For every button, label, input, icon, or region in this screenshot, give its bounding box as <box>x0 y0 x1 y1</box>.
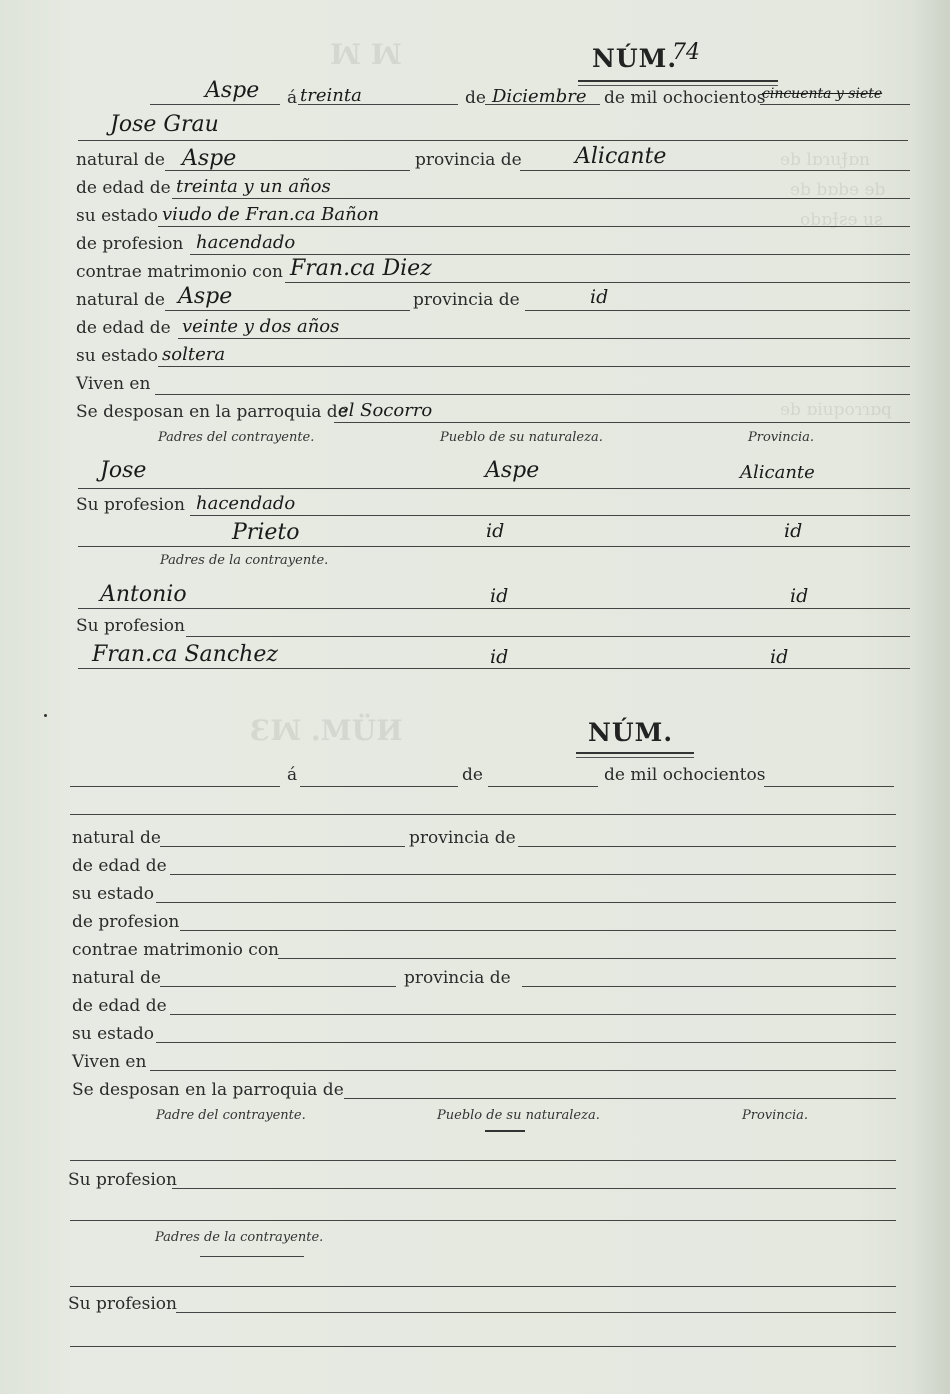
bleed-through-number: ꟽ ꟽ <box>330 38 402 71</box>
entry-number-label: NÚM. <box>592 44 678 73</box>
natural-de-value: Aspe <box>182 146 237 171</box>
father-bride-name: Antonio <box>100 582 187 607</box>
estado-line <box>158 226 910 227</box>
bride-estado-value: soltera <box>162 344 226 365</box>
bride-name-line <box>285 282 910 283</box>
estado-line-2 <box>156 902 896 903</box>
padres-contrayente-underline-2 <box>200 1256 304 1257</box>
day-line <box>298 104 458 105</box>
year-line-2 <box>764 786 894 787</box>
father-groom-line-2 <box>70 1160 896 1161</box>
desposan-label-2: Se desposan en la parroquia de <box>72 1080 344 1100</box>
mother-bride-name: Fran.ca Sanchez <box>92 642 278 667</box>
estado-value: viudo de Fran.ca Bañon <box>162 204 380 225</box>
year-prefix-label-2: de mil ochocientos <box>604 765 766 785</box>
provincia-line <box>520 170 910 171</box>
number-underline-2 <box>576 752 694 758</box>
bleed-through-text: ɘb bɒbɘ ɘb <box>790 180 886 200</box>
groom-name-line <box>78 140 908 141</box>
father-groom-name: Jose <box>100 458 147 483</box>
bride-edad-label: de edad de <box>76 318 171 338</box>
number-underline <box>578 80 778 86</box>
father-groom-line <box>78 488 910 489</box>
profesion-label: de profesion <box>76 234 184 254</box>
edad-line <box>172 198 910 199</box>
contrae-label: contrae matrimonio con <box>76 262 283 282</box>
mother-groom-name: Prieto <box>232 520 300 545</box>
desposan-value: el Socorro <box>338 400 433 421</box>
contrae-label-2: contrae matrimonio con <box>72 940 279 960</box>
bride-natural-line <box>165 310 410 311</box>
entry-number-label-2: NÚM. <box>588 718 674 747</box>
bride-edad-label-2: de edad de <box>72 996 167 1016</box>
page-edge-shadow <box>912 0 950 1394</box>
month-value: Diciembre <box>492 86 587 107</box>
profesion-value: hacendado <box>196 232 296 253</box>
pueblo-ornament-2 <box>485 1130 525 1132</box>
provincia-line-2 <box>518 846 896 847</box>
father-bride-pueblo: id <box>490 585 509 607</box>
father-bride-line <box>78 608 910 609</box>
natural-de-label: natural de <box>76 150 165 170</box>
bride-provincia-label: provincia de <box>413 290 520 310</box>
bride-estado-line <box>158 366 910 367</box>
bride-parents-profesion-line-2 <box>176 1312 896 1313</box>
natural-de-line-2 <box>160 846 405 847</box>
edad-label-2: de edad de <box>72 856 167 876</box>
col-provincia-2: Provincia. <box>742 1108 808 1123</box>
groom-parents-profesion-line-2 <box>172 1188 896 1189</box>
bride-provincia-line-2 <box>522 986 896 987</box>
father-bride-provincia: id <box>790 585 809 607</box>
edad-label: de edad de <box>76 178 171 198</box>
col-padres-contrayente: Padres del contrayente. <box>158 430 315 445</box>
place-value: Aspe <box>205 78 260 103</box>
bride-provincia-line <box>525 310 910 311</box>
month-line-2 <box>488 786 598 787</box>
ink-dot <box>44 714 47 717</box>
profesion-line-2 <box>180 930 896 931</box>
desposan-line <box>334 422 910 423</box>
estado-label-2: su estado <box>72 884 154 904</box>
profesion-label-2: de profesion <box>72 912 180 932</box>
bride-estado-label: su estado <box>76 346 158 366</box>
bride-edad-line-2 <box>170 1014 896 1015</box>
father-groom-pueblo: Aspe <box>485 458 540 483</box>
month-line <box>485 104 600 105</box>
bleed-through-text: ɘb ɒiupoɿɿɒq <box>780 400 892 420</box>
provincia-value: Alicante <box>575 144 667 169</box>
mother-bride-line-2 <box>70 1346 896 1347</box>
natural-de-label-2: natural de <box>72 828 161 848</box>
desposan-label: Se desposan en la parroquia de <box>76 402 348 422</box>
bride-natural-line-2 <box>160 986 396 987</box>
mother-groom-provincia: id <box>784 520 803 542</box>
year-prefix-label: de mil ochocientos <box>604 88 766 108</box>
bride-provincia-value: id <box>590 286 609 308</box>
groom-parents-profesion-label: Su profesion <box>76 495 185 515</box>
bride-natural-value: Aspe <box>178 284 233 309</box>
mother-bride-pueblo: id <box>490 646 509 668</box>
groom-name-line-2 <box>70 814 896 815</box>
day-value: treinta <box>300 85 362 106</box>
groom-parents-profesion-label-2: Su profesion <box>68 1170 177 1190</box>
groom-name: Jose Grau <box>110 112 219 137</box>
bride-name-line-2 <box>278 958 896 959</box>
year-value: cincuenta y siete <box>762 86 883 102</box>
bride-natural-label-2: natural de <box>72 968 161 988</box>
bride-provincia-label-2: provincia de <box>404 968 511 988</box>
bride-parents-profesion-label-2: Su profesion <box>68 1294 177 1314</box>
col-padres-contrayente-2: Padre del contrayente. <box>156 1108 306 1123</box>
groom-parents-profesion-value: hacendado <box>196 493 296 514</box>
bride-estado-label-2: su estado <box>72 1024 154 1044</box>
date-a-label: á <box>287 88 298 108</box>
edad-line-2 <box>170 874 896 875</box>
provincia-de-label: provincia de <box>415 150 522 170</box>
groom-parents-profesion-line <box>190 515 910 516</box>
date-de-label-2: de <box>462 765 483 785</box>
bleed-through-text: obɒɈƨɘ uƨ <box>800 210 883 230</box>
year-line <box>760 104 910 105</box>
place-line <box>150 104 280 105</box>
col-provincia: Provincia. <box>748 430 814 445</box>
date-a-label-2: á <box>287 765 298 785</box>
bride-name: Fran.ca Diez <box>290 256 432 281</box>
col-pueblo: Pueblo de su naturaleza. <box>440 430 603 445</box>
mother-groom-line <box>78 546 910 547</box>
padres-contrayente-label: Padres de la contrayente. <box>160 553 329 568</box>
estado-label: su estado <box>76 206 158 226</box>
father-bride-line-2 <box>70 1286 896 1287</box>
place-line-2 <box>70 786 280 787</box>
mother-bride-line <box>78 668 910 669</box>
bleed-through-number-2: Ɛꟽ .MÜИ <box>250 714 403 747</box>
entry-number-value: 74 <box>672 40 700 65</box>
bride-edad-value: veinte y dos años <box>182 316 340 337</box>
natural-de-line <box>165 170 410 171</box>
bride-estado-line-2 <box>156 1042 896 1043</box>
viven-line-2 <box>150 1070 896 1071</box>
father-groom-provincia: Alicante <box>740 462 815 483</box>
profesion-line <box>190 254 910 255</box>
edad-value: treinta y un años <box>176 176 331 197</box>
bride-parents-profesion-label: Su profesion <box>76 616 185 636</box>
viven-line <box>155 394 910 395</box>
mother-bride-provincia: id <box>770 646 789 668</box>
bleed-through-text: ɘb lɒɿuɈɒn <box>780 150 870 170</box>
bride-natural-label: natural de <box>76 290 165 310</box>
bride-edad-line <box>178 338 910 339</box>
desposan-line-2 <box>344 1098 896 1099</box>
mother-groom-line-2 <box>70 1220 896 1221</box>
date-de-label: de <box>465 88 486 108</box>
col-pueblo-2: Pueblo de su naturaleza. <box>437 1108 600 1123</box>
provincia-de-label-2: provincia de <box>409 828 516 848</box>
viven-label: Viven en <box>76 374 151 394</box>
viven-label-2: Viven en <box>72 1052 147 1072</box>
padres-contrayente-label-2: Padres de la contrayente. <box>155 1230 324 1245</box>
day-line-2 <box>300 786 458 787</box>
mother-groom-pueblo: id <box>486 520 505 542</box>
bride-parents-profesion-line <box>186 636 910 637</box>
